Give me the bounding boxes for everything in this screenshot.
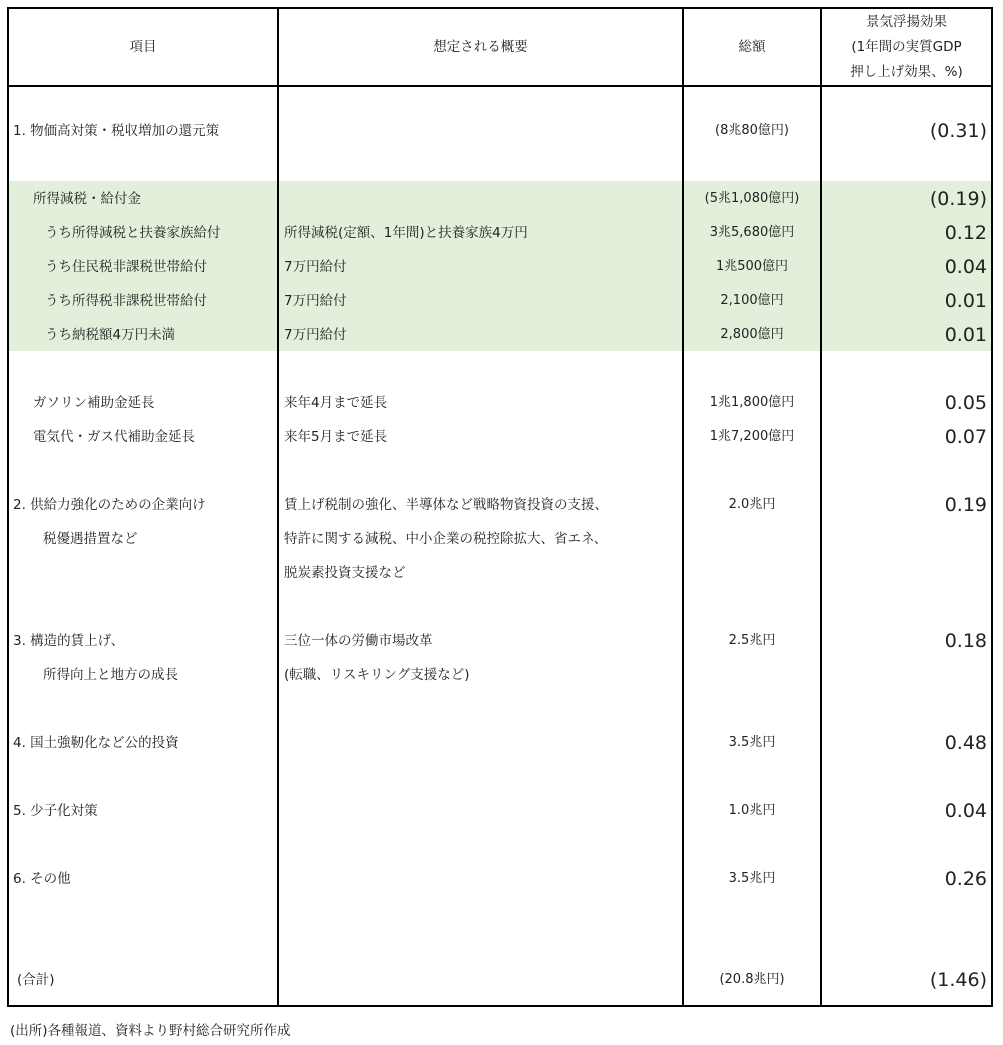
- row-effect: 0.05: [944, 392, 987, 414]
- row-total: 1兆500億円: [715, 259, 789, 274]
- row-overview: 所得減税(定額、1年間)と扶養家族4万円: [284, 225, 528, 241]
- row-overview: 三位一体の労働市場改革: [284, 633, 433, 649]
- policy-table: [7, 7, 993, 1007]
- row-item: 4. 国土強靭化など公的投資: [13, 735, 179, 751]
- header-divider: [9, 85, 991, 87]
- row-effect: 0.01: [944, 290, 987, 312]
- row-total: (5兆1,080億円): [704, 191, 800, 206]
- row-total: 1兆1,800億円: [709, 395, 795, 410]
- header-effect: [822, 9, 991, 85]
- row-effect: 0.04: [944, 800, 987, 822]
- row-overview: 来年5月まで延長: [284, 429, 388, 445]
- row-overview: 賃上げ税制の強化、半導体など戦略物資投資の支援、: [284, 497, 608, 513]
- row-item: 所得減税・給付金: [33, 191, 141, 207]
- header-effect-line: 押し上げ効果、%): [850, 63, 963, 80]
- row-total: 2.0兆円: [728, 497, 776, 512]
- row-total: (20.8兆円): [719, 972, 785, 987]
- row-overview: 7万円給付: [284, 293, 347, 309]
- row-effect: (0.31): [929, 120, 987, 142]
- column-divider: [277, 9, 279, 1005]
- row-effect: 0.04: [944, 256, 987, 278]
- row-item: うち納税額4万円未満: [45, 327, 176, 343]
- row-effect-total: (1.46): [929, 969, 987, 991]
- row-total: 2,800億円: [720, 327, 784, 342]
- row-item: 1. 物価高対策・税収増加の還元策: [13, 123, 220, 139]
- header-effect-line: 景気浮揚効果: [865, 13, 947, 30]
- row-total: 3.5兆円: [728, 735, 776, 750]
- row-total: 2,100億円: [720, 293, 784, 308]
- row-item: 3. 構造的賃上げ、: [13, 633, 125, 649]
- row-total: 1.0兆円: [728, 803, 776, 818]
- row-effect: (0.19): [929, 188, 987, 210]
- source-note: (出所)各種報道、資料より野村総合研究所作成: [10, 1023, 291, 1039]
- row-total: 3.5兆円: [728, 871, 776, 886]
- row-item: 税優遇措置など: [43, 531, 138, 547]
- row-overview: 来年4月まで延長: [284, 395, 388, 411]
- header-effect-line: (1年間の実質GDP: [851, 38, 962, 55]
- row-overview: 脱炭素投資支援など: [284, 565, 406, 581]
- row-effect: 0.26: [944, 868, 987, 890]
- row-overview: 7万円給付: [284, 327, 347, 343]
- row-overview: (転職、リスキリング支援など): [284, 667, 470, 683]
- row-overview: 特許に関する減税、中小企業の税控除拡大、省エネ、: [284, 531, 608, 547]
- row-effect: 0.18: [944, 630, 987, 652]
- row-total: (8兆80億円): [715, 123, 789, 138]
- row-total: 2.5兆円: [728, 633, 776, 648]
- row-effect: 0.48: [944, 732, 987, 754]
- row-item: 所得向上と地方の成長: [43, 667, 178, 683]
- row-effect: 0.01: [944, 324, 987, 346]
- row-item: 5. 少子化対策: [13, 803, 98, 819]
- row-item: 2. 供給力強化のための企業向け: [13, 497, 206, 513]
- row-item-total: (合計): [17, 972, 55, 988]
- header-overview: 想定される概要: [433, 38, 528, 55]
- row-total: 1兆7,200億円: [709, 429, 795, 444]
- row-item: うち所得減税と扶養家族給付: [45, 225, 221, 241]
- row-effect: 0.07: [944, 426, 987, 448]
- row-effect: 0.19: [944, 494, 987, 516]
- row-effect: 0.12: [944, 222, 987, 244]
- row-item: 電気代・ガス代補助金延長: [33, 429, 195, 445]
- row-item: うち住民税非課税世帯給付: [45, 259, 207, 275]
- row-item: うち所得税非課税世帯給付: [45, 293, 207, 309]
- row-total: 3兆5,680億円: [709, 225, 795, 240]
- row-item: 6. その他: [13, 871, 71, 887]
- row-overview: 7万円給付: [284, 259, 347, 275]
- header-item: 項目: [129, 38, 157, 55]
- row-item: ガソリン補助金延長: [33, 395, 155, 411]
- header-total: 総額: [738, 38, 766, 55]
